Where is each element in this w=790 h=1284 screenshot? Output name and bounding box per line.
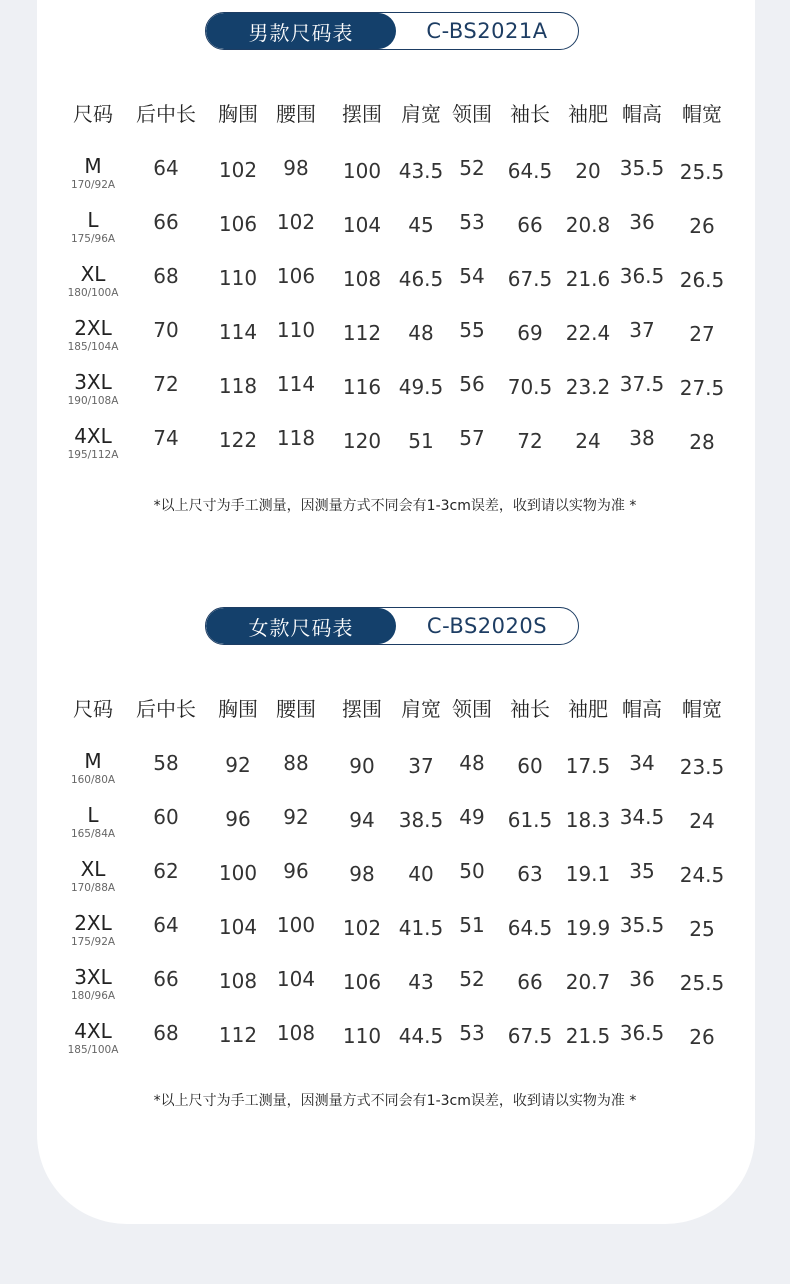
table-cell: 36 [629,210,655,234]
table-cell: 46.5 [398,267,444,291]
table-cell: 60 [517,754,543,778]
table-cell: 60 [153,805,179,829]
table-cell: 70 [153,318,179,342]
table-cell: 34.5 [619,805,665,829]
chart-title-pill [205,607,579,645]
table-cell: 51 [408,429,434,453]
table-cell: 70.5 [507,375,553,399]
table-cell: 108 [276,1021,316,1045]
table-cell: 106 [218,212,258,236]
table-cell: 62 [153,859,179,883]
table-cell: 72 [153,372,179,396]
table-cell: 64.5 [507,916,553,940]
column-header: 尺码 [73,697,113,721]
table-cell: 50 [459,859,485,883]
column-header: 尺码 [73,102,113,126]
table-cell: 52 [459,156,485,180]
table-cell: 66 [517,970,543,994]
table-cell: 120 [342,429,382,453]
table-cell: 27 [689,322,715,346]
size-label: M [84,749,102,773]
column-header: 帽高 [622,102,662,126]
table-cell: 67.5 [507,1024,553,1048]
table-cell: 106 [342,970,382,994]
table-cell: 96 [283,859,309,883]
size-spec: 190/108A [67,395,119,407]
table-cell: 63 [517,862,543,886]
table-cell: 20.7 [565,970,611,994]
table-cell: 88 [283,751,309,775]
table-cell: 37.5 [619,372,665,396]
table-cell: 55 [459,318,485,342]
table-cell: 21.6 [565,267,611,291]
size-label: M [84,154,102,178]
table-cell: 57 [459,426,485,450]
size-label: 3XL [74,370,112,394]
table-cell: 110 [276,318,316,342]
column-header: 袖肥 [568,102,608,126]
table-cell: 25 [689,917,715,941]
column-header: 肩宽 [401,102,441,126]
table-cell: 96 [225,807,251,831]
table-cell: 110 [218,266,258,290]
table-cell: 35.5 [619,913,665,937]
table-cell: 24 [689,809,715,833]
size-label: L [87,208,99,232]
size-spec: 185/100A [67,1044,119,1056]
table-cell: 19.9 [565,916,611,940]
column-header: 摆围 [342,697,382,721]
table-cell: 53 [459,1021,485,1045]
size-label: XL [80,262,106,286]
table-cell: 26 [689,1025,715,1049]
table-cell: 67.5 [507,267,553,291]
size-spec: 170/88A [70,882,116,894]
table-cell: 19.1 [565,862,611,886]
table-cell: 27.5 [679,376,725,400]
size-label: 4XL [74,1019,112,1043]
table-cell: 92 [225,753,251,777]
table-cell: 23.2 [565,375,611,399]
column-header: 帽高 [622,697,662,721]
size-spec: 170/92A [70,179,116,191]
table-cell: 49.5 [398,375,444,399]
table-cell: 51 [459,913,485,937]
table-cell: 52 [459,967,485,991]
table-cell: 49 [459,805,485,829]
table-cell: 35.5 [619,156,665,180]
column-header: 帽宽 [682,102,722,126]
table-cell: 100 [218,861,258,885]
table-cell: 35 [629,859,655,883]
table-cell: 90 [349,754,375,778]
column-header: 腰围 [276,102,316,126]
table-cell: 20.8 [565,213,611,237]
table-cell: 68 [153,1021,179,1045]
table-cell: 66 [153,967,179,991]
table-cell: 110 [342,1024,382,1048]
table-cell: 108 [342,267,382,291]
column-header: 后中长 [136,697,196,721]
table-cell: 38 [629,426,655,450]
table-cell: 28 [689,430,715,454]
table-cell: 37 [408,754,434,778]
table-cell: 36 [629,967,655,991]
table-cell: 22.4 [565,321,611,345]
measurement-note: *以上尺寸为手工测量，因测量方式不同会有1-3cm误差，收到请以实物为准 * [153,498,637,514]
measurement-note: *以上尺寸为手工测量，因测量方式不同会有1-3cm误差，收到请以实物为准 * [153,1093,637,1109]
size-label: 2XL [74,316,112,340]
table-cell: 98 [349,862,375,886]
table-cell: 66 [517,213,543,237]
table-cell: 25.5 [679,971,725,995]
table-cell: 106 [276,264,316,288]
table-cell: 100 [342,159,382,183]
column-header: 胸围 [218,697,258,721]
table-cell: 21.5 [565,1024,611,1048]
table-cell: 38.5 [398,808,444,832]
table-cell: 102 [276,210,316,234]
table-cell: 36.5 [619,264,665,288]
table-cell: 92 [283,805,309,829]
table-cell: 74 [153,426,179,450]
table-cell: 26.5 [679,268,725,292]
table-cell: 72 [517,429,543,453]
table-cell: 20 [575,159,601,183]
table-cell: 64 [153,913,179,937]
column-header: 肩宽 [401,697,441,721]
table-cell: 122 [218,428,258,452]
table-cell: 98 [283,156,309,180]
size-label: XL [80,857,106,881]
table-cell: 34 [629,751,655,775]
table-cell: 118 [218,374,258,398]
table-cell: 69 [517,321,543,345]
table-cell: 36.5 [619,1021,665,1045]
table-cell: 104 [276,967,316,991]
size-spec: 175/92A [70,936,116,948]
table-cell: 68 [153,264,179,288]
table-cell: 41.5 [398,916,444,940]
column-header: 摆围 [342,102,382,126]
column-header: 腰围 [276,697,316,721]
table-cell: 43.5 [398,159,444,183]
chart-title: 男款尺码表 [206,13,396,49]
table-cell: 102 [342,916,382,940]
table-cell: 112 [218,1023,258,1047]
table-cell: 104 [342,213,382,237]
table-cell: 114 [218,320,258,344]
table-cell: 40 [408,862,434,886]
table-cell: 112 [342,321,382,345]
table-cell: 61.5 [507,808,553,832]
size-spec: 175/96A [70,233,116,245]
column-header: 袖肥 [568,697,608,721]
table-cell: 43 [408,970,434,994]
size-label: 4XL [74,424,112,448]
table-cell: 54 [459,264,485,288]
column-header: 领围 [452,102,492,126]
table-cell: 64.5 [507,159,553,183]
column-header: 袖长 [510,102,550,126]
table-cell: 23.5 [679,755,725,779]
table-cell: 56 [459,372,485,396]
table-cell: 64 [153,156,179,180]
table-cell: 66 [153,210,179,234]
table-cell: 24 [575,429,601,453]
table-cell: 102 [218,158,258,182]
column-header: 袖长 [510,697,550,721]
table-cell: 26 [689,214,715,238]
size-spec: 160/80A [70,774,116,786]
table-cell: 24.5 [679,863,725,887]
size-label: 3XL [74,965,112,989]
size-spec: 195/112A [67,449,119,461]
size-label: 2XL [74,911,112,935]
table-cell: 104 [218,915,258,939]
size-spec: 180/96A [70,990,116,1002]
column-header: 胸围 [218,102,258,126]
chart-title-pill [205,12,579,50]
table-cell: 116 [342,375,382,399]
table-cell: 48 [408,321,434,345]
size-spec: 180/100A [67,287,119,299]
table-cell: 18.3 [565,808,611,832]
size-spec: 165/84A [70,828,116,840]
table-cell: 118 [276,426,316,450]
table-cell: 48 [459,751,485,775]
column-header: 帽宽 [682,697,722,721]
table-cell: 45 [408,213,434,237]
table-cell: 94 [349,808,375,832]
table-cell: 17.5 [565,754,611,778]
product-code: C-BS2020S [426,614,548,638]
size-label: L [87,803,99,827]
table-cell: 37 [629,318,655,342]
table-cell: 108 [218,969,258,993]
table-cell: 114 [276,372,316,396]
size-spec: 185/104A [67,341,119,353]
product-code: C-BS2021A [426,19,548,43]
table-cell: 58 [153,751,179,775]
column-header: 后中长 [136,102,196,126]
chart-title: 女款尺码表 [206,608,396,644]
table-cell: 25.5 [679,160,725,184]
table-cell: 53 [459,210,485,234]
column-header: 领围 [452,697,492,721]
table-cell: 44.5 [398,1024,444,1048]
table-cell: 100 [276,913,316,937]
